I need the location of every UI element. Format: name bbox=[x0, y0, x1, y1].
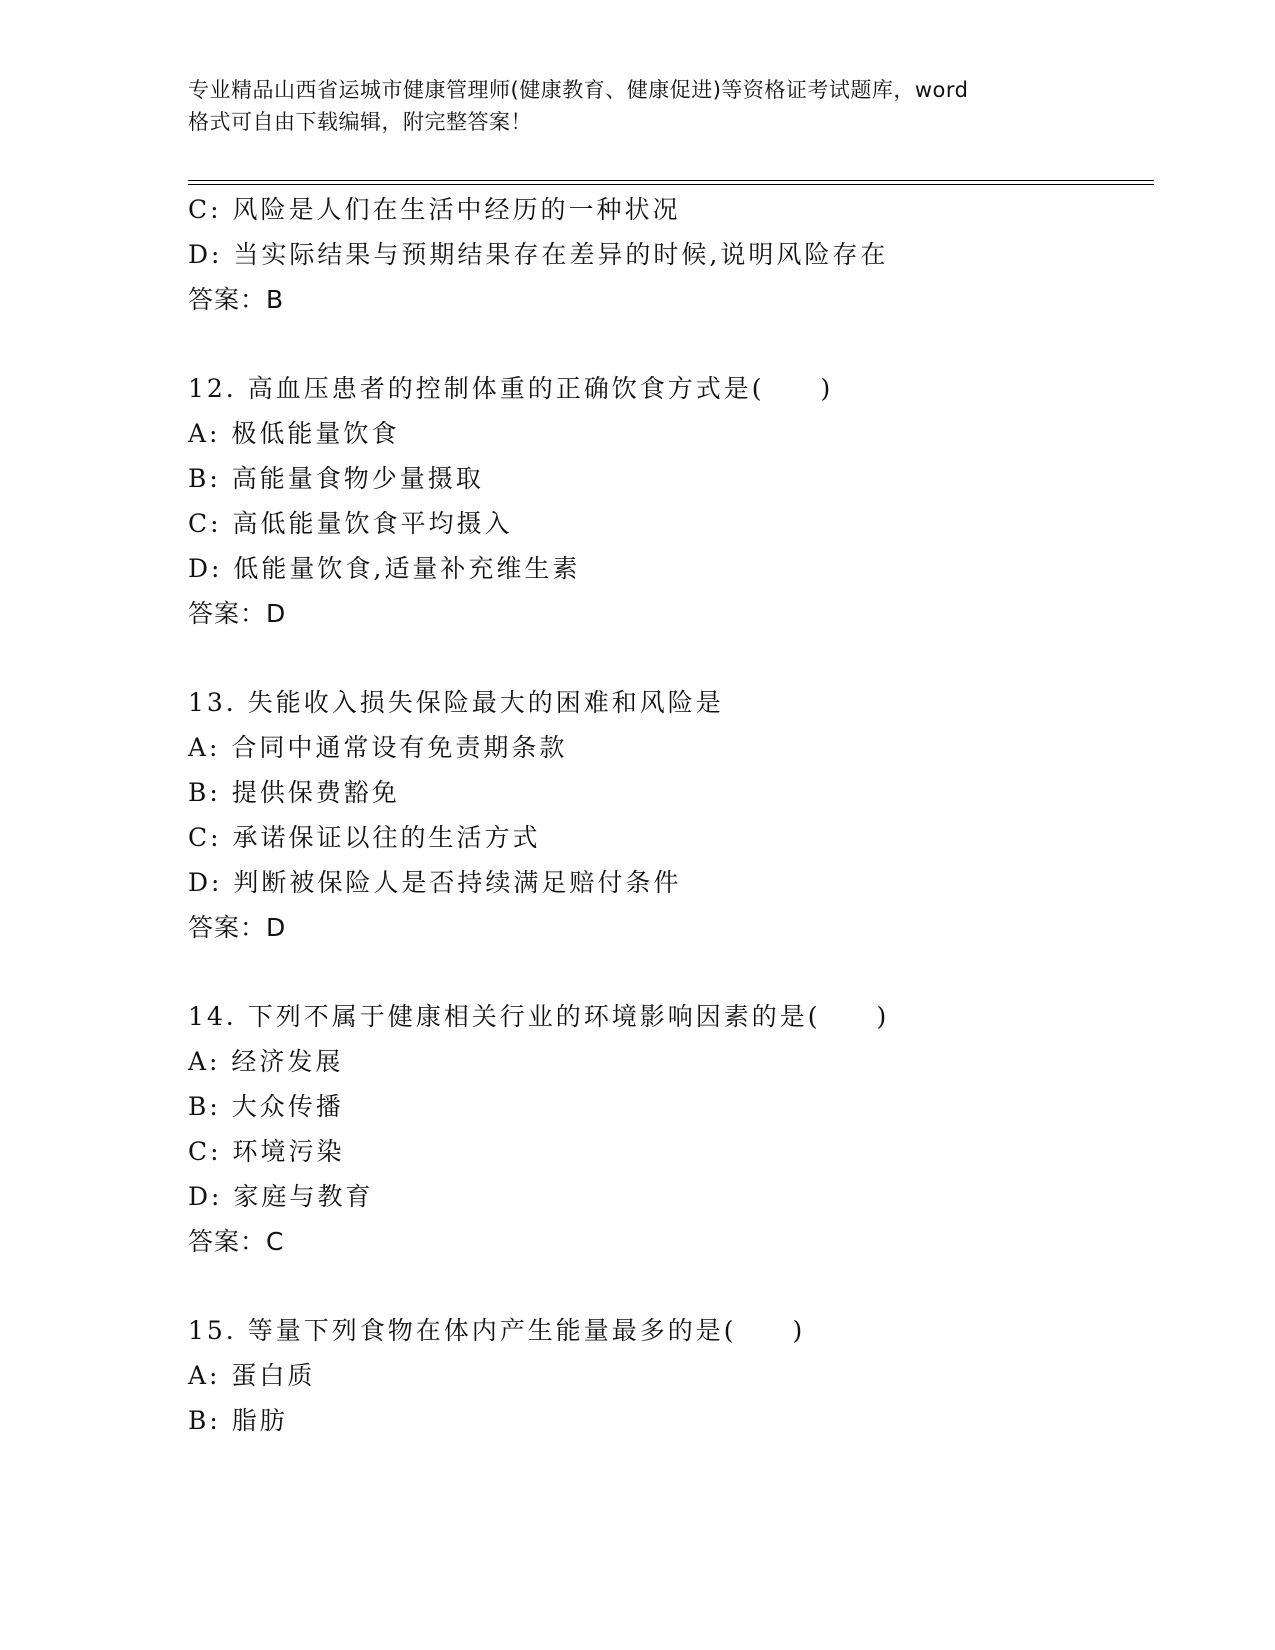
option-c: C: 承诺保证以往的生活方式 bbox=[188, 823, 541, 852]
option-d: D: 家庭与教育 bbox=[188, 1182, 374, 1211]
header-line-2: 格式可自由下载编辑，附完整答案！ bbox=[188, 110, 532, 134]
option-a: A: 经济发展 bbox=[188, 1047, 344, 1076]
option-c: C: 环境污染 bbox=[188, 1137, 345, 1166]
option-b: B: 脂肪 bbox=[188, 1406, 288, 1435]
option-c: C: 风险是人们在生活中经历的一种状况 bbox=[188, 195, 681, 224]
header-line-1: 专业精品山西省运城市健康管理师(健康教育、健康促进)等资格证考试题库，word bbox=[188, 78, 969, 102]
question-stem: 15. 等量下列食物在体内产生能量最多的是( ) bbox=[188, 1316, 806, 1345]
option-d: D: 低能量饮食,适量补充维生素 bbox=[188, 554, 581, 583]
question-stem: 13. 失能收入损失保险最大的困难和风险是 bbox=[188, 688, 724, 717]
option-a: A: 极低能量饮食 bbox=[188, 419, 400, 448]
answer: 答案：D bbox=[188, 599, 287, 628]
answer: 答案：B bbox=[188, 285, 285, 314]
header-divider-bottom bbox=[188, 184, 1154, 185]
answer: 答案：C bbox=[188, 1227, 285, 1256]
header-divider-top bbox=[188, 180, 1154, 181]
option-d: D: 判断被保险人是否持续满足赔付条件 bbox=[188, 868, 682, 897]
question-stem: 12. 高血压患者的控制体重的正确饮食方式是( ) bbox=[188, 374, 834, 403]
option-a: A: 蛋白质 bbox=[188, 1361, 316, 1390]
option-b: B: 大众传播 bbox=[188, 1092, 344, 1121]
option-b: B: 高能量食物少量摄取 bbox=[188, 464, 484, 493]
option-d: D: 当实际结果与预期结果存在差异的时候,说明风险存在 bbox=[188, 240, 889, 269]
option-c: C: 高低能量饮食平均摄入 bbox=[188, 509, 513, 538]
option-b: B: 提供保费豁免 bbox=[188, 778, 400, 807]
document-header bbox=[188, 74, 1088, 138]
option-a: A: 合同中通常设有免责期条款 bbox=[188, 733, 568, 762]
answer: 答案：D bbox=[188, 913, 287, 942]
question-stem: 14. 下列不属于健康相关行业的环境影响因素的是( ) bbox=[188, 1002, 890, 1031]
